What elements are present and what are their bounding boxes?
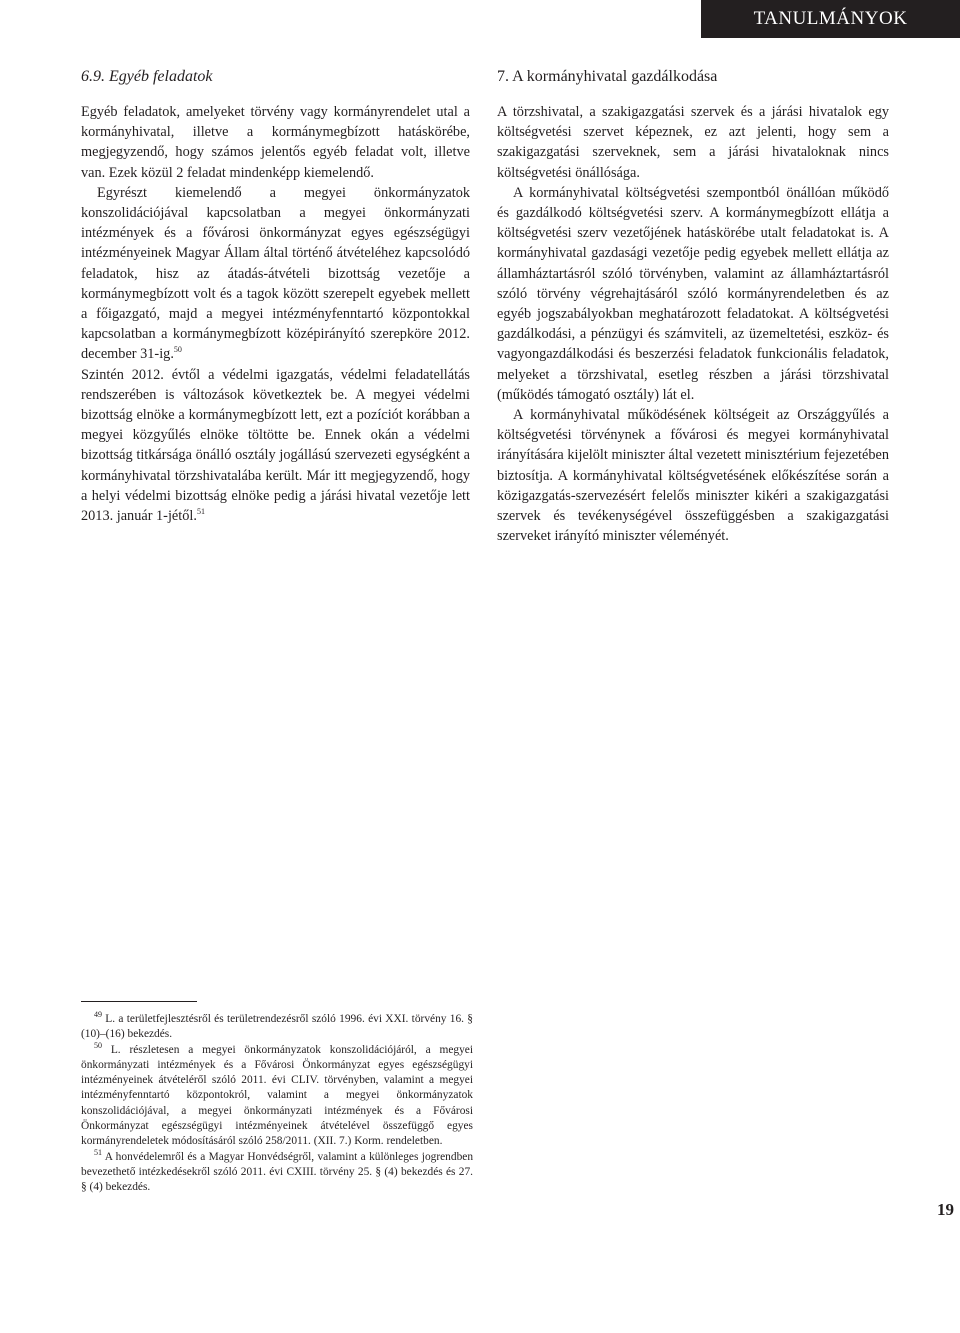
paragraph-text: Szintén 2012. évtől a védelmi igazgatás, védelmi feladatellátás rendszerében is változások következtek be. A megyei védelmi bizottság elnöke a kormánymegbízott lett, ezt a pozíciót korábban a megyei közgyűlés elnöke töltötte be. Ennek okán a védelmi bizottság titkársága önálló osztály jogállású szervezeti egységként a kormányhivatal törzshivatalába került. Már itt megjegyzendő, hogy a helyi védelmi bizottság elnöke pedig a járási hivatal vezetője lett 2013. január 1-jétől. [81, 366, 470, 525]
paragraph [497, 183, 889, 405]
footnote-text: A honvédelemről és a Magyar Honvédségről, valamint a különleges jogrendben bevezethető intézkedésekről szóló 2011. évi CXIII. törvény 25. § (4) bekezdés és 27. § (4) bekezdés. [81, 1150, 474, 1194]
footnote-number: 50 [94, 1040, 102, 1050]
paragraph-text: Egyéb feladatok, amelyeket törvény vagy kormányrendelet utal a kormányhivatal, illetve a kormánymegbízott hatáskörébe, megjegyzendő, hogy számos jelentős egyéb feladat volt, illetve van. Ezek közül 2 feladat mindenképp kiemelendő. [81, 104, 470, 181]
footnote-divider [81, 1001, 197, 1002]
section-header-tab [701, 0, 960, 38]
footnote-ref[interactable]: 50 [173, 345, 182, 355]
paragraph [497, 405, 889, 546]
paragraph [81, 365, 470, 527]
footnote [81, 1012, 473, 1043]
paragraph-text: A kormányhivatal költségvetési szempontból önállóan működő és gazdálkodó költségvetési szerv. A kormánymegbízott ellátja a költségvetési szerv vezetőjének hatáskörébe utalt feladatokat is. A kormányhivatal gazdasági vezetője pedig egyebek mellett ellátja az államháztartásról szóló törvényben, valamint az államháztartásról szóló törvény végrehajtásáról szóló kormányrendeletben és az egyéb jogszabályokban meghatározott feladatokat. A költségvetési gazdálkodási, a pénzügyi és számviteli, az üzemeltetési, eszköz- és vagyongazdálkodási és beszerzési feladatok funkcionális feladatok, melyeket a törzshivatal, esetleg részben a járási törzshivatal (működés támogató osztály) lát el. [497, 184, 889, 403]
left-column [81, 66, 470, 526]
footnote [81, 1040, 473, 1150]
footnote-text: L. a területfejlesztésről és területrendezésről szóló 1996. évi XXI. törvény 16. § (10)–(16) bekezdés. [81, 1013, 473, 1041]
section-title-6-9: 6.9. Egyéb feladatok [81, 68, 213, 85]
section-label: TANULMÁNYOK [753, 8, 908, 29]
footnote-ref[interactable]: 51 [196, 507, 205, 517]
right-column [497, 66, 889, 546]
footnote-text: L. részletesen a megyei önkormányzatok konszolidációjáról, a megyei önkormányzati intézmények és a Fővárosi Önkormányzat egyes egészségügyi intézményeinek átvételéről szóló 2011. évi CLIV. törvényben, valamint a megyei intézményfenntartó központokról, valamint a megyei önkormányzatok konszolidációjával, a megyei önkormányzati intézmények és a Fővárosi Önkormányzat egészségügyi intézményeinek átvételével összefüggő egyes kormányrendeletek módosításáról szóló 258/2011. (XII. 7.) Korm. rendeletben. [81, 1043, 473, 1148]
footnote [81, 1147, 474, 1196]
footnote-number: 51 [94, 1147, 102, 1157]
paragraph-text: Egyrészt kiemelendő a megyei önkormányzatok konszolidációjával kapcsolatban a megyei önkormányzati intézmények és a fővárosi önkormányzat egyes egészségügyi intézményeinek Magyar Állam által történő átvételéhez kapcsolódó feladatok, hisz az átadás-átvételi bizottság vezetője a kormánymegbízott volt és a tagok között szerepelt egyebek mellett a főigazgató, majd a megyei intézményfenntartó központokkal kapcsolatban a kormánymegbízott középirányító szerepköre 2012. december 31-ig. [81, 184, 470, 363]
footnotes [81, 1001, 473, 1196]
paragraph [497, 102, 889, 183]
paragraph [81, 102, 470, 183]
paragraph-text: A kormányhivatal működésének költségeit az Országgyűlés a költségvetési törvénynek a fővárosi és megyei kormányhivatal irányítására kijelölt miniszter által vezetett minisztérium fejezetében biztosítja. A kormányhivatal költségvetésének előkészítése során a közigazgatás-szervezésért felelős miniszter kikéri a szakigazgatási szervek és tevékenységével összefüggésben a szakigazgatási szerveket irányító miniszter véleményét. [497, 407, 889, 545]
page-number: 19 [937, 1200, 954, 1219]
paragraph [81, 183, 470, 365]
footnote-number: 49 [94, 1010, 102, 1020]
section-title-7: 7. A kormányhivatal gazdálkodása [497, 68, 718, 85]
paragraph-text: A törzshivatal, a szakigazgatási szervek és a járási hivatalok egy költségvetési szervet képeznek, ez azt jelenti, hogy sem a szakigazgatási szerveknek, sem a járási hivataloknak nincs költségvetési önállósága. [497, 104, 889, 181]
